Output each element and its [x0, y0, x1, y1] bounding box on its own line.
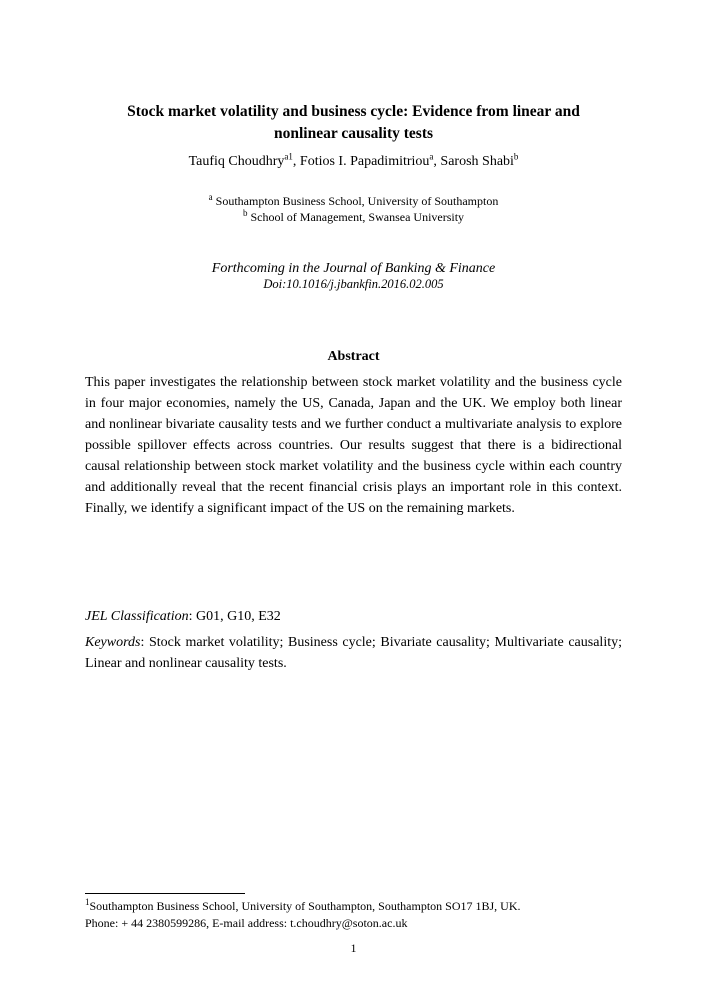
author-affiliation-mark: a: [429, 151, 434, 162]
affiliation-text: School of Management, Swansea University: [247, 210, 465, 224]
affiliation-text: Southampton Business School, University of Southampton: [212, 194, 499, 208]
keywords-label: Keywords: [85, 635, 141, 650]
affiliation-list: [85, 193, 622, 225]
footnote-line1: [85, 898, 622, 915]
abstract-heading: Abstract: [327, 349, 380, 364]
footnote-marker: 1: [85, 897, 90, 907]
author-name: Fotios I. Papadimitriou: [299, 154, 430, 169]
journal-note: [85, 260, 622, 292]
author-list: [85, 151, 622, 170]
jel-classification: [85, 606, 622, 627]
journal-doi: Doi:10.1016/j.jbankfin.2016.02.005: [263, 277, 444, 291]
author-name: Sarosh Shabi: [440, 154, 514, 169]
affiliation-mark: a: [208, 192, 213, 202]
affiliation-item: [85, 193, 622, 209]
keywords: [85, 632, 622, 674]
author-affiliation-mark: a1: [284, 151, 293, 162]
author-affiliation-mark: b: [513, 151, 519, 162]
author-separator: ,: [433, 154, 441, 169]
paper-title-line1: Stock market volatility and business cycle: Evidence from linear and: [127, 103, 580, 120]
abstract-text: This paper investigates the relationship between stock market volatility and the business cycle in four major economies, namely the US, Canada, Japan and the UK. We employ both linear and nonlinear bivariate causality tests and we further conduct a multivariate analysis to explore possible spillover effects across countries. Our results suggest that there is a bidirectional causal relationship between stock market volatility and the business cycle within each country and additionally reveal that the recent financial crisis plays an important role in this context. Finally, we identify a significant impact of the US on the remaining markets.: [85, 375, 622, 516]
journal-forthcoming-note: Forthcoming in the Journal of Banking & Finance: [211, 261, 496, 276]
jel-codes: : G01, G10, E32: [188, 609, 281, 624]
footnote-affiliation: Southampton Business School, University of Southampton, Southampton SO17 1BJ, UK.: [89, 899, 521, 913]
jel-label: JEL Classification: [85, 609, 189, 624]
affiliation-mark: b: [242, 208, 248, 218]
footnote-divider: [85, 893, 245, 894]
author-name: Taufiq Choudhry: [188, 154, 285, 169]
footnote: [85, 893, 622, 931]
affiliation-item: [85, 209, 622, 225]
page-number: 1: [350, 941, 357, 955]
keywords-list: : Stock market volatility; Business cycle; Bivariate causality; Multivariate causality; Linear and nonlinear causality tests.: [85, 635, 622, 671]
footnote-line2: Phone: + 44 2380599286, E-mail address: t.choudhry@soton.ac.uk: [85, 915, 408, 930]
paper-title-line2: nonlinear causality tests: [273, 125, 434, 142]
paper-title: [85, 101, 622, 145]
author-separator: ,: [292, 154, 300, 169]
